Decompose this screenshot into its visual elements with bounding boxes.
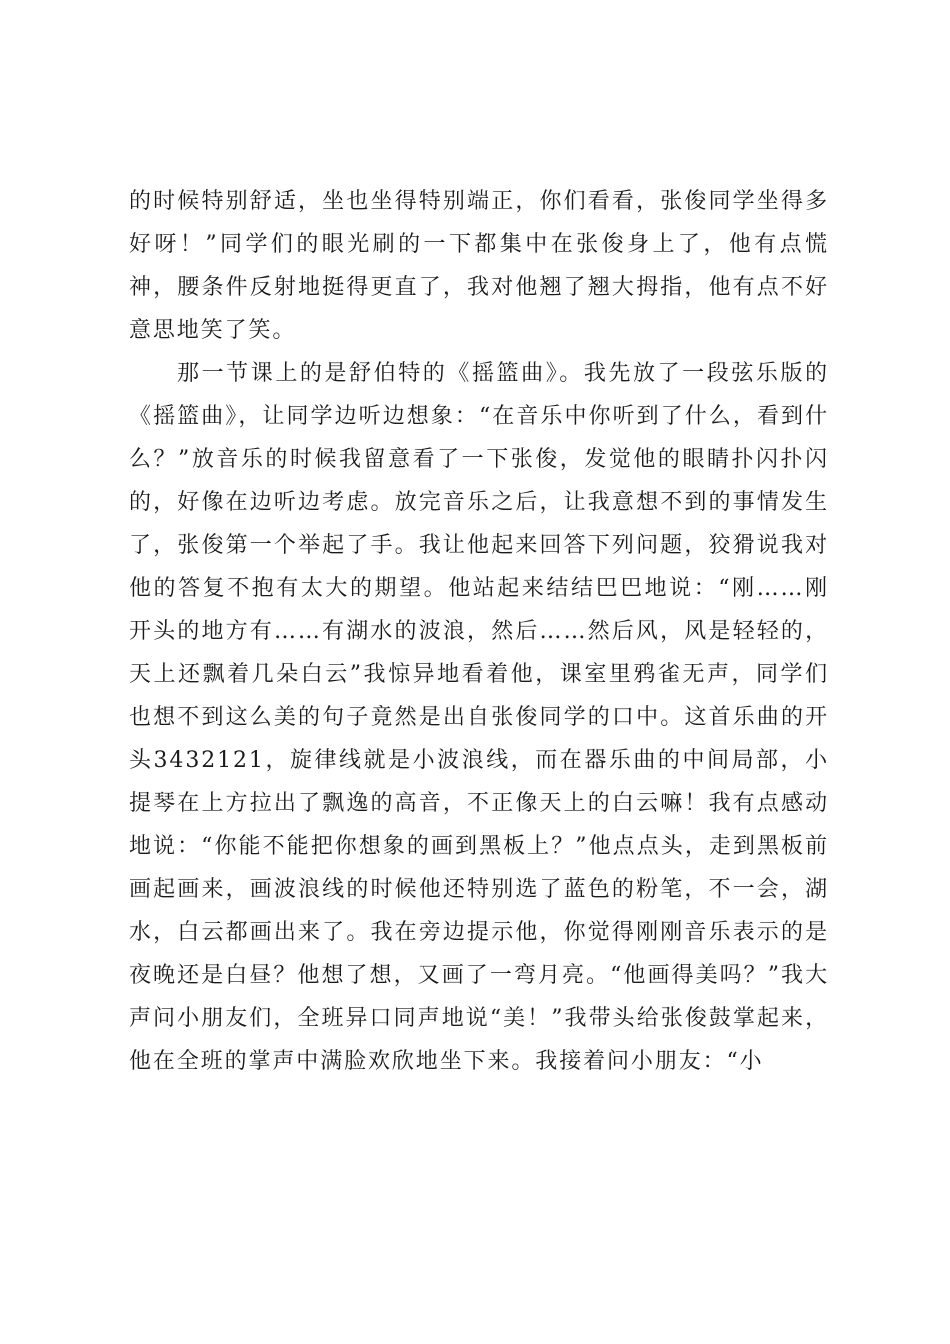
paragraph-block-2 [129, 352, 829, 1083]
paragraph-lullaby-lesson: 那一节课上的是舒伯特的《摇篮曲》。我先放了一段弦乐版的《摇篮曲》，让同学边听边想象：“在音乐中你听到了什么，看到什么？”放音乐的时候我留意看了一下张俊，发觉他的眼睛扑闪扑闪的，好像在边听边考虑。放完音乐之后，让我意想不到的事情发生了，张俊第一个举起了手。我让他起来回答下列问题，狡猾说我对他的答复不抱有太大的期望。他站起来结结巴巴地说：“刚……刚开头的地方有……有湖水的波浪，然后……然后风，风是轻轻的，天上还飘着几朵白云”我惊异地看着他，课室里鸦雀无声，同学们也想不到这么美的句子竟然是出自张俊同学的口中。这首乐曲的开头3432121，旋律线就是小波浪线，而在器乐曲的中间局部，小提琴在上方拉出了飘逸的高音，不正像天上的白云嘛！我有点感动地说：“你能不能把你想象的画到黑板上？”他点点头，走到黑板前画起画来，画波浪线的时候他还特别选了蓝色的粉笔，不一会，湖水，白云都画出来了。我在旁边提示他，你觉得刚刚音乐表示的是夜晚还是白昼？他想了想，又画了一弯月亮。“他画得美吗？”我大声问小朋友们，全班异口同声地说“美！”我带头给张俊鼓掌起来，他在全班的掌声中满脸欢欣地坐下来。我接着问小朋友：“小 [129, 361, 829, 1074]
paragraph-continuation: 的时候特别舒适，坐也坐得特别端正，你们看看，张俊同学坐得多好呀！”同学们的眼光刷的一下都集中在张俊身上了，他有点慌神，腰条件反射地挺得更直了，我对他翘了翘大拇指，他有点不好意思地笑了笑。 [129, 189, 829, 343]
paragraph-block-1 [129, 180, 829, 352]
